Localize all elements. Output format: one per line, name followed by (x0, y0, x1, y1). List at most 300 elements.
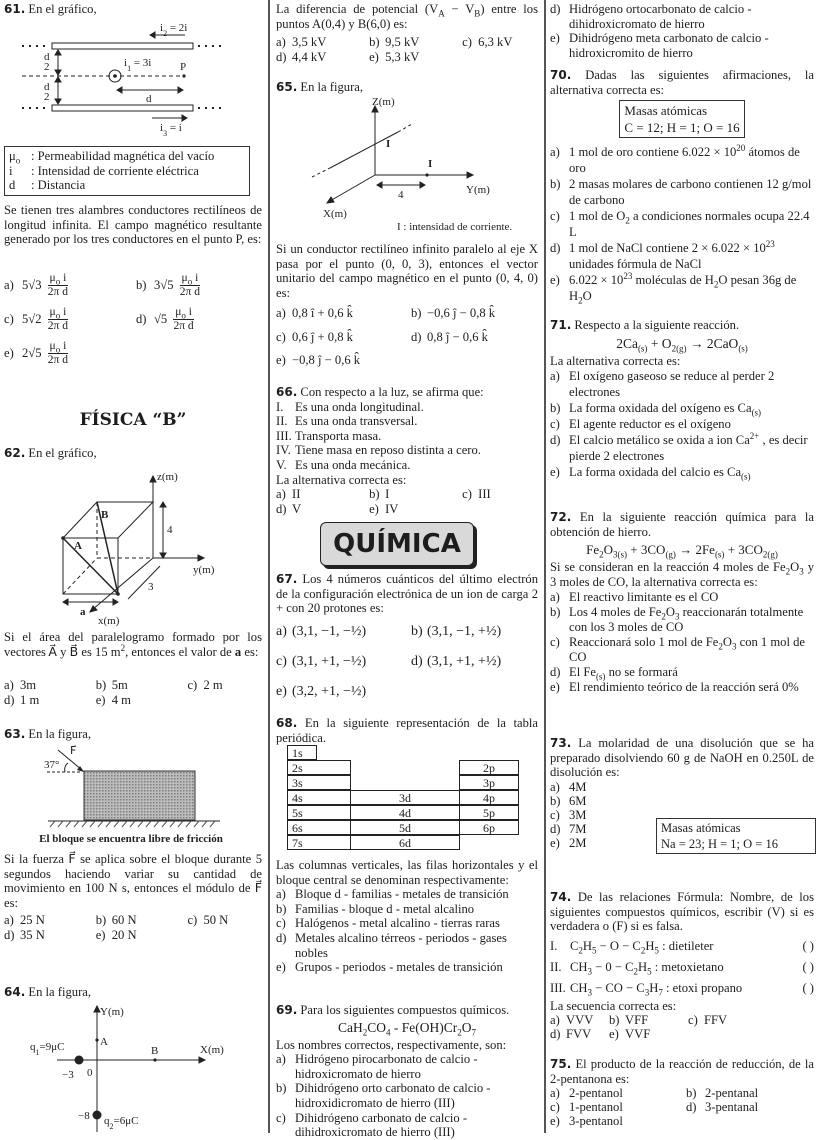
option-label: I. (276, 399, 284, 414)
fraction-num: $\mu_o$ i (175, 305, 192, 320)
option-label: c) (4, 311, 14, 326)
block-p-cell: 3p (459, 775, 519, 790)
option-label: b) (369, 487, 380, 502)
answer-options (550, 144, 814, 304)
option-label: d) (136, 311, 147, 326)
option-d[interactable] (4, 693, 92, 708)
option-label: d) (411, 654, 423, 669)
box-values: Na = 23; H = 1; O = 16 (661, 837, 778, 851)
question-number: 69. (276, 1003, 298, 1017)
option-e[interactable] (369, 502, 458, 517)
block-p-cell: 2p (459, 760, 519, 775)
option-d[interactable] (550, 2, 814, 31)
option-label: e) (276, 353, 286, 368)
axis-y-label: y(m) (193, 564, 215, 576)
option-label: a) (276, 887, 286, 902)
block-s-cell: 6s (287, 820, 351, 835)
option-label: d) (550, 433, 561, 448)
block-s-cell: 3s (287, 775, 351, 790)
option-label: a) (550, 1013, 560, 1028)
option-e[interactable] (550, 31, 814, 60)
question-number: 63. (4, 727, 26, 741)
chemical-equation: $2Ca_{(s)} + O_{2(g)} \to 2CaO_{(s)}$ (616, 335, 748, 354)
option-text: VVF (625, 1027, 651, 1042)
option-b[interactable] (96, 913, 184, 928)
question-number: 72. (550, 510, 572, 524)
option-a[interactable] (4, 913, 92, 928)
option-d[interactable] (276, 931, 538, 960)
point-p-label: P (180, 61, 187, 73)
option-d[interactable] (276, 50, 365, 65)
statement-text: $CH_3 - 0 - C_2H_5$ : metoxietano (570, 959, 724, 977)
option-iv[interactable] (276, 443, 538, 458)
option-b[interactable] (686, 1086, 818, 1100)
option-iii[interactable] (276, 429, 538, 444)
option-b[interactable] (550, 605, 814, 635)
figure-caption: El bloque se encuentra libre de fricción (39, 833, 223, 845)
option-v[interactable] (276, 458, 538, 473)
option-d[interactable] (411, 654, 542, 670)
option-c[interactable] (276, 654, 407, 670)
axis-x-label: X(m) (323, 208, 347, 220)
option-d[interactable] (550, 240, 814, 272)
option-label: e) (276, 684, 287, 699)
current-label: I (386, 138, 391, 150)
option-label: a) (550, 1086, 560, 1101)
option-c[interactable] (276, 1111, 538, 1140)
option-b[interactable] (550, 176, 814, 208)
question-64 (4, 985, 262, 1000)
option-e[interactable] (550, 1114, 682, 1128)
option-a[interactable] (276, 1052, 538, 1081)
axis-y-label: Y(m) (100, 1006, 124, 1018)
option-label: e) (550, 273, 560, 288)
question-69 (276, 1003, 538, 1140)
option-text: Transporta masa. (295, 428, 382, 443)
option-text: 25 N (20, 913, 45, 927)
half-d-den: 2 (44, 61, 50, 73)
legend-symbol: i (9, 163, 13, 178)
block-d-cell: 3d (350, 790, 460, 805)
box-values: C = 12; H = 1; O = 16 (624, 120, 740, 136)
question-stem: Se tienen tres alambres conductores rectilíneos de longitud infinita. El campo magnético resultante generado por los tres conductores en el punto P, es: (4, 203, 262, 247)
option-c[interactable] (462, 487, 546, 502)
option-c[interactable] (187, 913, 270, 928)
option-label: c) (276, 654, 287, 669)
option-label: c) (688, 1013, 698, 1028)
option-b[interactable] (609, 1013, 684, 1027)
atomic-masses-box (619, 100, 744, 138)
answer-options (550, 2, 814, 60)
figure-note: I : intensidad de corriente. (397, 221, 513, 233)
option-text: 3m (20, 678, 37, 692)
option-b[interactable] (276, 1081, 538, 1110)
current-i2-label: $i_2 = 2i$ (160, 22, 188, 38)
origin-label: 0 (87, 1067, 93, 1079)
point-b-label: B (151, 1045, 159, 1057)
wire-top (52, 43, 193, 49)
option-label: c) (276, 1110, 286, 1125)
option-b[interactable] (550, 794, 640, 808)
option-label: d) (411, 329, 422, 344)
option-a[interactable] (276, 306, 407, 321)
block-s-cell: 4s (287, 790, 351, 805)
question-72 (550, 510, 814, 695)
option-text: 20 N (111, 927, 137, 942)
block-s-cell: 2s (287, 760, 351, 775)
option-e[interactable] (369, 50, 458, 65)
question-62 (4, 446, 262, 461)
atomic-masses-box (656, 818, 816, 854)
block-s-cell: 5s (287, 805, 351, 820)
option-e[interactable] (96, 693, 184, 708)
option-c[interactable] (276, 916, 538, 931)
stem-text: Si el área del paralelogramo formado por los vectores A⃗ y B⃗ es 15 $m^2$, entonces el valor de (4, 630, 262, 659)
answer-options (276, 35, 538, 64)
option-i[interactable] (276, 400, 538, 415)
option-d[interactable] (411, 330, 542, 345)
option-text: Hidrógeno pirocarbonato de calcio - hidroxicromato de hierro (295, 1052, 478, 1081)
option-label: c) (276, 916, 286, 931)
legend-desc: : Permeabilidad magnética del vacío (31, 149, 215, 163)
option-label: e) (4, 345, 14, 360)
option-label: e) (550, 31, 560, 46)
option-text: Bloque d - familias - metales de transición (295, 887, 509, 902)
option-text: II (292, 487, 301, 502)
question-stem (4, 630, 262, 659)
option-label: e) (550, 465, 560, 480)
question-prompt: La alternativa correcta es: (550, 353, 681, 368)
option-a[interactable] (550, 590, 814, 605)
option-b[interactable] (136, 268, 262, 302)
option-text: El oxígeno gaseoso se reduce al perder 2 electrones (569, 369, 775, 400)
option-text: El rendimiento teórico de la reacción será 0% (569, 680, 799, 695)
option-c[interactable] (550, 208, 814, 240)
question-stem: Los nombres correctos, respectivamente, son: (276, 1037, 507, 1052)
answer-options (4, 913, 262, 942)
option-label: a) (550, 779, 560, 794)
question-68 (276, 716, 538, 745)
option-text: V (292, 501, 302, 516)
answer-options (276, 1052, 538, 1140)
option-text: El calcio metálico se oxida a ion $Ca^{2+}$ , es decir pierde 2 electrones (569, 431, 808, 464)
half-d-den: 2 (44, 91, 50, 103)
answer-blank[interactable]: ( ) (802, 959, 814, 974)
height-4-label: 4 (167, 524, 173, 536)
option-c[interactable] (187, 678, 270, 693)
legend-box (4, 146, 250, 196)
option-text: Reaccionará solo 1 mol de $Fe_2O_3$ con 1 mol de CO (569, 635, 806, 665)
block-force-figure (0, 745, 262, 849)
option-c[interactable] (462, 35, 546, 50)
option-e[interactable] (96, 928, 184, 943)
option-e[interactable] (276, 684, 407, 700)
option-a[interactable] (276, 35, 365, 50)
option-coef: 5√3 (22, 277, 42, 292)
option-b[interactable] (411, 306, 542, 321)
option-label: b) (550, 177, 561, 192)
option-label: a) (276, 1052, 286, 1067)
option-text: Es una onda longitudinal. (295, 399, 424, 414)
option-text: III (478, 487, 491, 502)
option-d[interactable] (550, 822, 640, 836)
option-text: La forma oxidada del oxígeno es $Ca_{(s)}$ (569, 401, 762, 418)
option-text: 1 m (20, 692, 40, 707)
option-text: (3,1, +1, −½) (292, 654, 367, 669)
question-65 (276, 80, 538, 95)
fraction-den: 2π d (47, 285, 68, 298)
option-c[interactable] (276, 330, 407, 345)
option-label: d) (686, 1100, 697, 1115)
option-c[interactable] (550, 416, 814, 432)
statement-label: II. (550, 959, 562, 974)
option-text: Metales alcalino térreos - periodos - gases nobles (295, 930, 507, 960)
option-e[interactable] (550, 464, 814, 480)
current-i1-label: $i_1 = 3i$ (124, 57, 152, 73)
answer-options (4, 268, 262, 370)
distance-label: d (146, 93, 152, 105)
option-label: a) (4, 678, 14, 692)
question-74 (550, 890, 814, 1041)
option-text: IV (385, 501, 399, 516)
option-label: d) (4, 927, 15, 942)
option-c[interactable] (550, 635, 814, 665)
fraction-den: 2π d (47, 319, 68, 332)
option-c[interactable] (550, 808, 640, 822)
block-d-cell: 5d (350, 820, 460, 835)
option-label: c) (187, 678, 198, 692)
option-a[interactable] (4, 678, 92, 693)
option-label: a) (276, 35, 286, 49)
option-label: d) (276, 49, 287, 64)
question-number: 67. (276, 572, 298, 586)
option-text: (3,1, −1, +½) (427, 624, 502, 639)
question-number: 62. (4, 446, 26, 460)
force-label: F⃗ (70, 745, 77, 757)
legend-symbol: d (9, 178, 16, 193)
option-text: Dihidrógeno orto carbonato de calcio - hidroxidicromato de hierro (III) (295, 1081, 491, 1110)
answer-options (276, 487, 538, 516)
option-text: 1 mol de NaCl contiene $2 \times 6.022 \times 10^{23}$ unidades fórmula de NaCl (569, 239, 775, 272)
option-text: −0,8 ĵ − 0,6 k̂ (292, 353, 361, 368)
option-a[interactable] (550, 368, 814, 400)
question-prompt: La secuencia correcta es: (550, 998, 677, 1013)
option-text: El $Fe_{(s)}$ no se formará (569, 665, 678, 682)
option-label: b) (276, 901, 287, 916)
option-text: VFF (625, 1013, 649, 1028)
stem-text: es: (241, 644, 259, 659)
axis-x-label: X(m) (200, 1044, 224, 1056)
question-stem: Si se consideran en la reacción 4 moles de $Fe_2O_3$ y 3 moles de CO, la alternativa correcta es: (550, 560, 814, 590)
current-label: I (428, 158, 433, 170)
option-text: Dihidrógeno carbonato de calcio - dihidroxicromato de hierro (III) (295, 1110, 468, 1140)
tick-minus-8: −8 (78, 1110, 90, 1122)
option-label: b) (609, 1013, 620, 1028)
option-d[interactable] (686, 1100, 818, 1114)
option-e[interactable] (609, 1027, 684, 1041)
axis-x-label: x(m) (98, 615, 120, 627)
option-d[interactable] (550, 1027, 605, 1041)
option-a[interactable] (276, 887, 538, 902)
answer-blank[interactable]: ( ) (802, 938, 814, 953)
option-b[interactable] (369, 35, 458, 50)
option-text: 3M (569, 807, 587, 822)
section-title-quimica: QUÍMICA (320, 522, 474, 566)
option-text: 6,3 kV (478, 35, 513, 49)
option-label: e) (550, 680, 560, 695)
block-d-cell: 4d (350, 805, 460, 820)
block-p-cell: 6p (459, 820, 519, 835)
option-label: b) (136, 277, 147, 292)
option-e[interactable] (550, 836, 640, 850)
option-label: c) (550, 417, 560, 432)
option-label: d) (550, 1027, 561, 1042)
edge-a-label: a (80, 606, 86, 618)
option-text: −0,6 ĵ − 0,8 k̂ (427, 306, 496, 320)
statement-text: $C_2H_5 - O - C_2H_5$ : dietileter (570, 938, 714, 956)
option-b[interactable] (276, 902, 538, 917)
option-label: c) (550, 807, 560, 822)
statement-label: I. (550, 938, 558, 953)
option-a[interactable] (276, 487, 365, 502)
option-d[interactable] (550, 665, 814, 680)
option-label: V. (276, 457, 287, 472)
wire-bottom (52, 105, 193, 111)
option-a[interactable] (550, 780, 640, 794)
option-a[interactable] (550, 1086, 682, 1100)
option-label: b) (95, 913, 107, 927)
option-e[interactable] (550, 680, 814, 695)
option-text: 0,8 î + 0,6 k̂ (292, 306, 353, 320)
option-e[interactable] (4, 336, 136, 370)
option-text: El reactivo limitante es el CO (569, 590, 719, 605)
option-b[interactable] (550, 400, 814, 416)
legend-desc: : Distancia (31, 178, 86, 193)
box-title: Masas atómicas (661, 821, 741, 835)
option-label: e) (609, 1027, 619, 1042)
option-label: b) (95, 678, 107, 692)
option-text: Es una onda transversal. (295, 414, 418, 429)
statement-item (550, 936, 814, 957)
answer-options (550, 368, 814, 480)
question-stem: De las relaciones Fórmula: Nombre, de los siguientes compuestos químicos, escribir (V) si es verdadera o (F) si es falsa. (550, 890, 814, 934)
option-label: d) (276, 501, 287, 516)
block-p-cell: 5p (459, 805, 519, 820)
option-d[interactable] (550, 432, 814, 464)
question-intro: En la figura, (300, 80, 364, 94)
option-label: a) (4, 277, 14, 292)
option-d[interactable] (136, 302, 262, 336)
answer-options (550, 1013, 814, 1041)
option-label: b) (411, 306, 422, 320)
option-text: 3-pentanal (705, 1100, 759, 1115)
question-prompt: La alternativa correcta es: (276, 472, 407, 487)
option-text: 50 N (203, 913, 229, 927)
option-b[interactable] (96, 678, 184, 693)
option-label: d) (276, 930, 287, 945)
answer-options (550, 590, 814, 695)
option-text: 5,3 kV (385, 49, 420, 64)
option-text: Tiene masa en reposo distinta a cero. (295, 443, 481, 458)
question-intro: En la siguiente representación de la tabla periódica. (276, 716, 538, 745)
question-stem: Dadas las siguientes afirmaciones, la alternativa correcta es: (550, 68, 814, 97)
option-a[interactable] (550, 1013, 605, 1027)
option-a[interactable] (4, 268, 136, 302)
block-s-cell: 7s (287, 835, 351, 850)
option-ii[interactable] (276, 414, 538, 429)
statement-item (550, 978, 814, 999)
question-number: 68. (276, 716, 298, 730)
block-d-cell: 6d (350, 835, 460, 850)
option-c[interactable] (4, 302, 136, 336)
fraction-den: 2π d (179, 285, 200, 298)
charge-q2-label: $q_2=6\mu C$ (104, 1115, 139, 1131)
question-number: 73. (550, 736, 572, 750)
half-d-num: d (44, 81, 50, 93)
option-e[interactable] (276, 960, 538, 975)
conductor-axes-figure (270, 95, 542, 235)
option-b[interactable] (369, 487, 458, 502)
option-label: b) (411, 624, 423, 639)
option-text: 35 N (20, 927, 45, 942)
option-a[interactable] (276, 624, 407, 640)
option-text: 5m (111, 678, 128, 692)
answer-options (276, 887, 538, 975)
option-d[interactable] (276, 502, 365, 517)
point-a-label: A (100, 1036, 108, 1048)
question-intro: En la siguiente reacción química para la obtención de hierro. (550, 510, 814, 539)
option-label: b) (550, 793, 561, 808)
option-c[interactable] (550, 1100, 682, 1114)
option-label: c) (550, 1100, 560, 1115)
axis-z-label: Z(m) (372, 96, 395, 108)
answer-blank[interactable]: ( ) (802, 980, 814, 995)
option-text: 2 m (203, 678, 223, 692)
option-label: III. (276, 428, 292, 443)
charge-q1 (75, 1056, 84, 1065)
option-text: 2-pentanal (705, 1086, 759, 1101)
option-label: d) (4, 692, 15, 707)
option-label: c) (550, 209, 560, 224)
option-text: 2M (569, 835, 587, 850)
option-label: a) (4, 913, 14, 927)
block-p-cell: 4p (459, 790, 519, 805)
option-e[interactable] (550, 272, 814, 304)
option-c[interactable] (688, 1013, 768, 1027)
periodic-table-diagram (287, 745, 519, 853)
option-d[interactable] (4, 928, 92, 943)
option-text: Los 4 moles de $Fe_2O_3$ reaccionarán totalmente con los 3 moles de CO (569, 605, 804, 635)
option-label: IV. (276, 443, 291, 458)
option-label: e) (550, 1114, 560, 1129)
option-b[interactable] (411, 624, 542, 640)
question-70 (550, 68, 814, 304)
option-label: a) (550, 145, 560, 160)
question-number: 75. (550, 1057, 572, 1071)
option-text: Familias - bloque d - metal alcalino (295, 901, 475, 916)
charges-axes-figure (0, 1000, 262, 1133)
option-a[interactable] (550, 144, 814, 176)
option-e[interactable] (276, 353, 407, 368)
chemical-equation: $Fe_2O_{3(s)} + 3CO_{(g)} \to 2Fe_{(s)} + 3CO_{2(g)}$ (586, 542, 778, 560)
question-63 (4, 727, 262, 742)
stem-bold: a (234, 644, 242, 659)
option-label: d) (550, 665, 561, 680)
option-text: 2 masas molares de carbono contienen 12 g/mol de carbono (569, 177, 812, 208)
option-text: 6M (569, 793, 587, 808)
fraction-den: 2π d (173, 319, 194, 332)
chemical-formula: $CaH_2CO_4 - Fe(OH)Cr_2O_7$ (337, 1019, 476, 1038)
